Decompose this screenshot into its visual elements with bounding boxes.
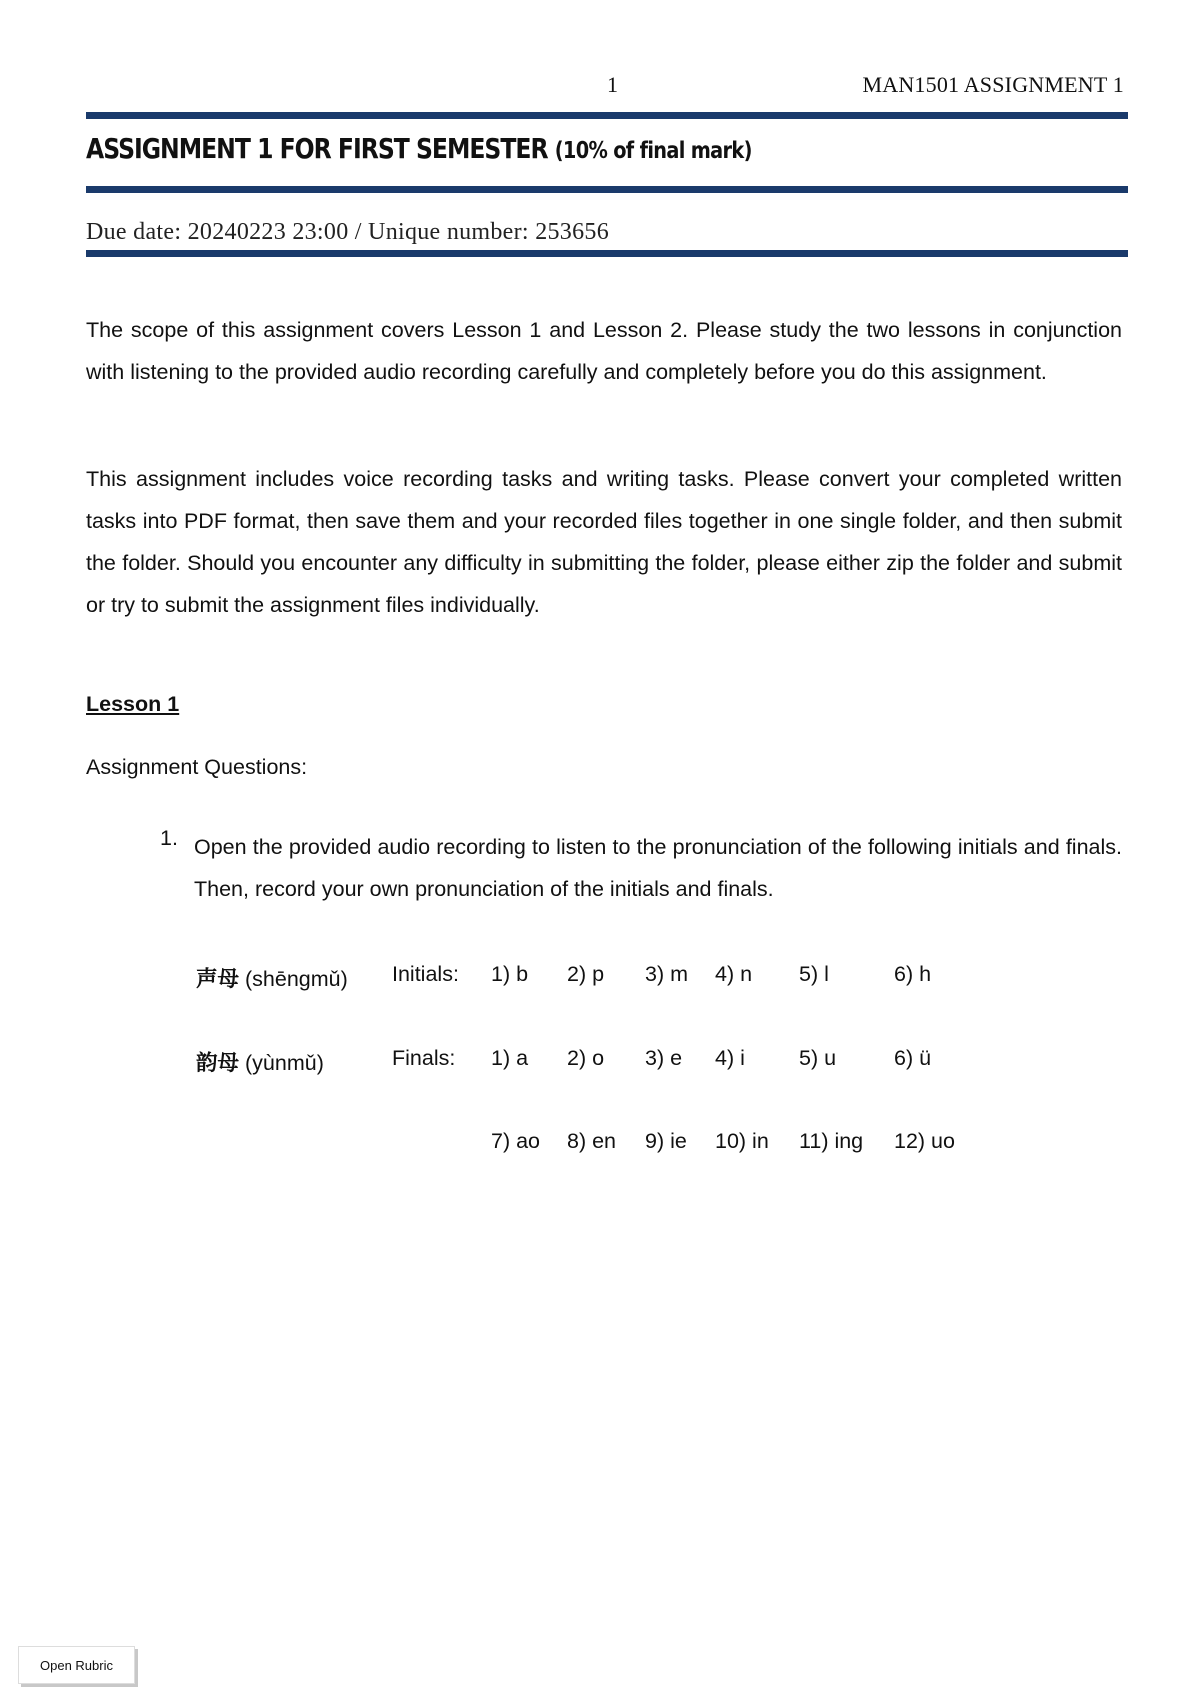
initial-item: 1) b xyxy=(491,962,529,986)
initial-item: 6) h xyxy=(894,962,932,986)
due-date-line: Due date: 20240223 23:00 / Unique number: 253656 xyxy=(86,219,609,245)
final-item: 4) i xyxy=(715,1046,745,1070)
running-head: MAN1501 ASSIGNMENT 1 xyxy=(862,72,1124,97)
final-item: 2) o xyxy=(567,1046,605,1070)
paragraph-submission: This assignment includes voice recording tasks and writing tasks. Please convert your completed written tasks into PDF format, then save them and your recorded files together in one single folder, and then submit the folder. Should you encounter any difficulty in submitting the folder, please either zip the folder and submit or try to submit the assignment files individually. xyxy=(86,467,1122,617)
initials-pinyin: (shēngmǔ) xyxy=(245,967,348,991)
final-item: 11) ing xyxy=(799,1129,864,1153)
title-main: ASSIGNMENT 1 FOR FIRST SEMESTER xyxy=(86,132,548,165)
finals-label: Finals: xyxy=(392,1046,456,1070)
initials-chinese: 声母 xyxy=(196,967,240,992)
initials-label: Initials: xyxy=(392,962,459,986)
title-sub: (10% of final mark) xyxy=(554,138,752,164)
finals-term xyxy=(196,1046,324,1077)
final-item: 6) ü xyxy=(894,1046,932,1070)
question-number: 1. xyxy=(160,826,178,850)
final-item: 5) u xyxy=(799,1046,837,1070)
initial-item: 4) n xyxy=(715,962,753,986)
finals-chinese: 韵母 xyxy=(196,1051,240,1076)
initial-item: 2) p xyxy=(567,962,605,986)
questions-label: Assignment Questions: xyxy=(86,755,308,779)
finals-pinyin: (yùnmǔ) xyxy=(245,1051,324,1075)
lesson-heading: Lesson 1 xyxy=(86,692,180,716)
final-item: 9) ie xyxy=(645,1129,687,1153)
page-title xyxy=(86,132,752,165)
paragraph-scope: The scope of this assignment covers Lesson 1 and Lesson 2. Please study the two lessons in conjunction with listening to the provided audio recording carefully and completely before you do this assignment. xyxy=(86,318,1122,384)
initial-item: 5) l xyxy=(799,962,829,986)
question-text: Open the provided audio recording to listen to the pronunciation of the following initials and finals. Then, record your own pronunciation of the initials and finals. xyxy=(194,835,1122,901)
divider xyxy=(86,112,1128,119)
divider xyxy=(86,186,1128,193)
initials-term xyxy=(196,962,348,993)
final-item: 8) en xyxy=(567,1129,617,1153)
final-item: 1) a xyxy=(491,1046,529,1070)
final-item: 7) ao xyxy=(491,1129,541,1153)
final-item: 10) in xyxy=(715,1129,769,1153)
final-item: 3) e xyxy=(645,1046,683,1070)
page-number: 1 xyxy=(607,72,618,97)
open-rubric-button[interactable]: Open Rubric xyxy=(18,1646,135,1684)
divider xyxy=(86,250,1128,257)
final-item: 12) uo xyxy=(894,1129,955,1153)
initial-item: 3) m xyxy=(645,962,688,986)
